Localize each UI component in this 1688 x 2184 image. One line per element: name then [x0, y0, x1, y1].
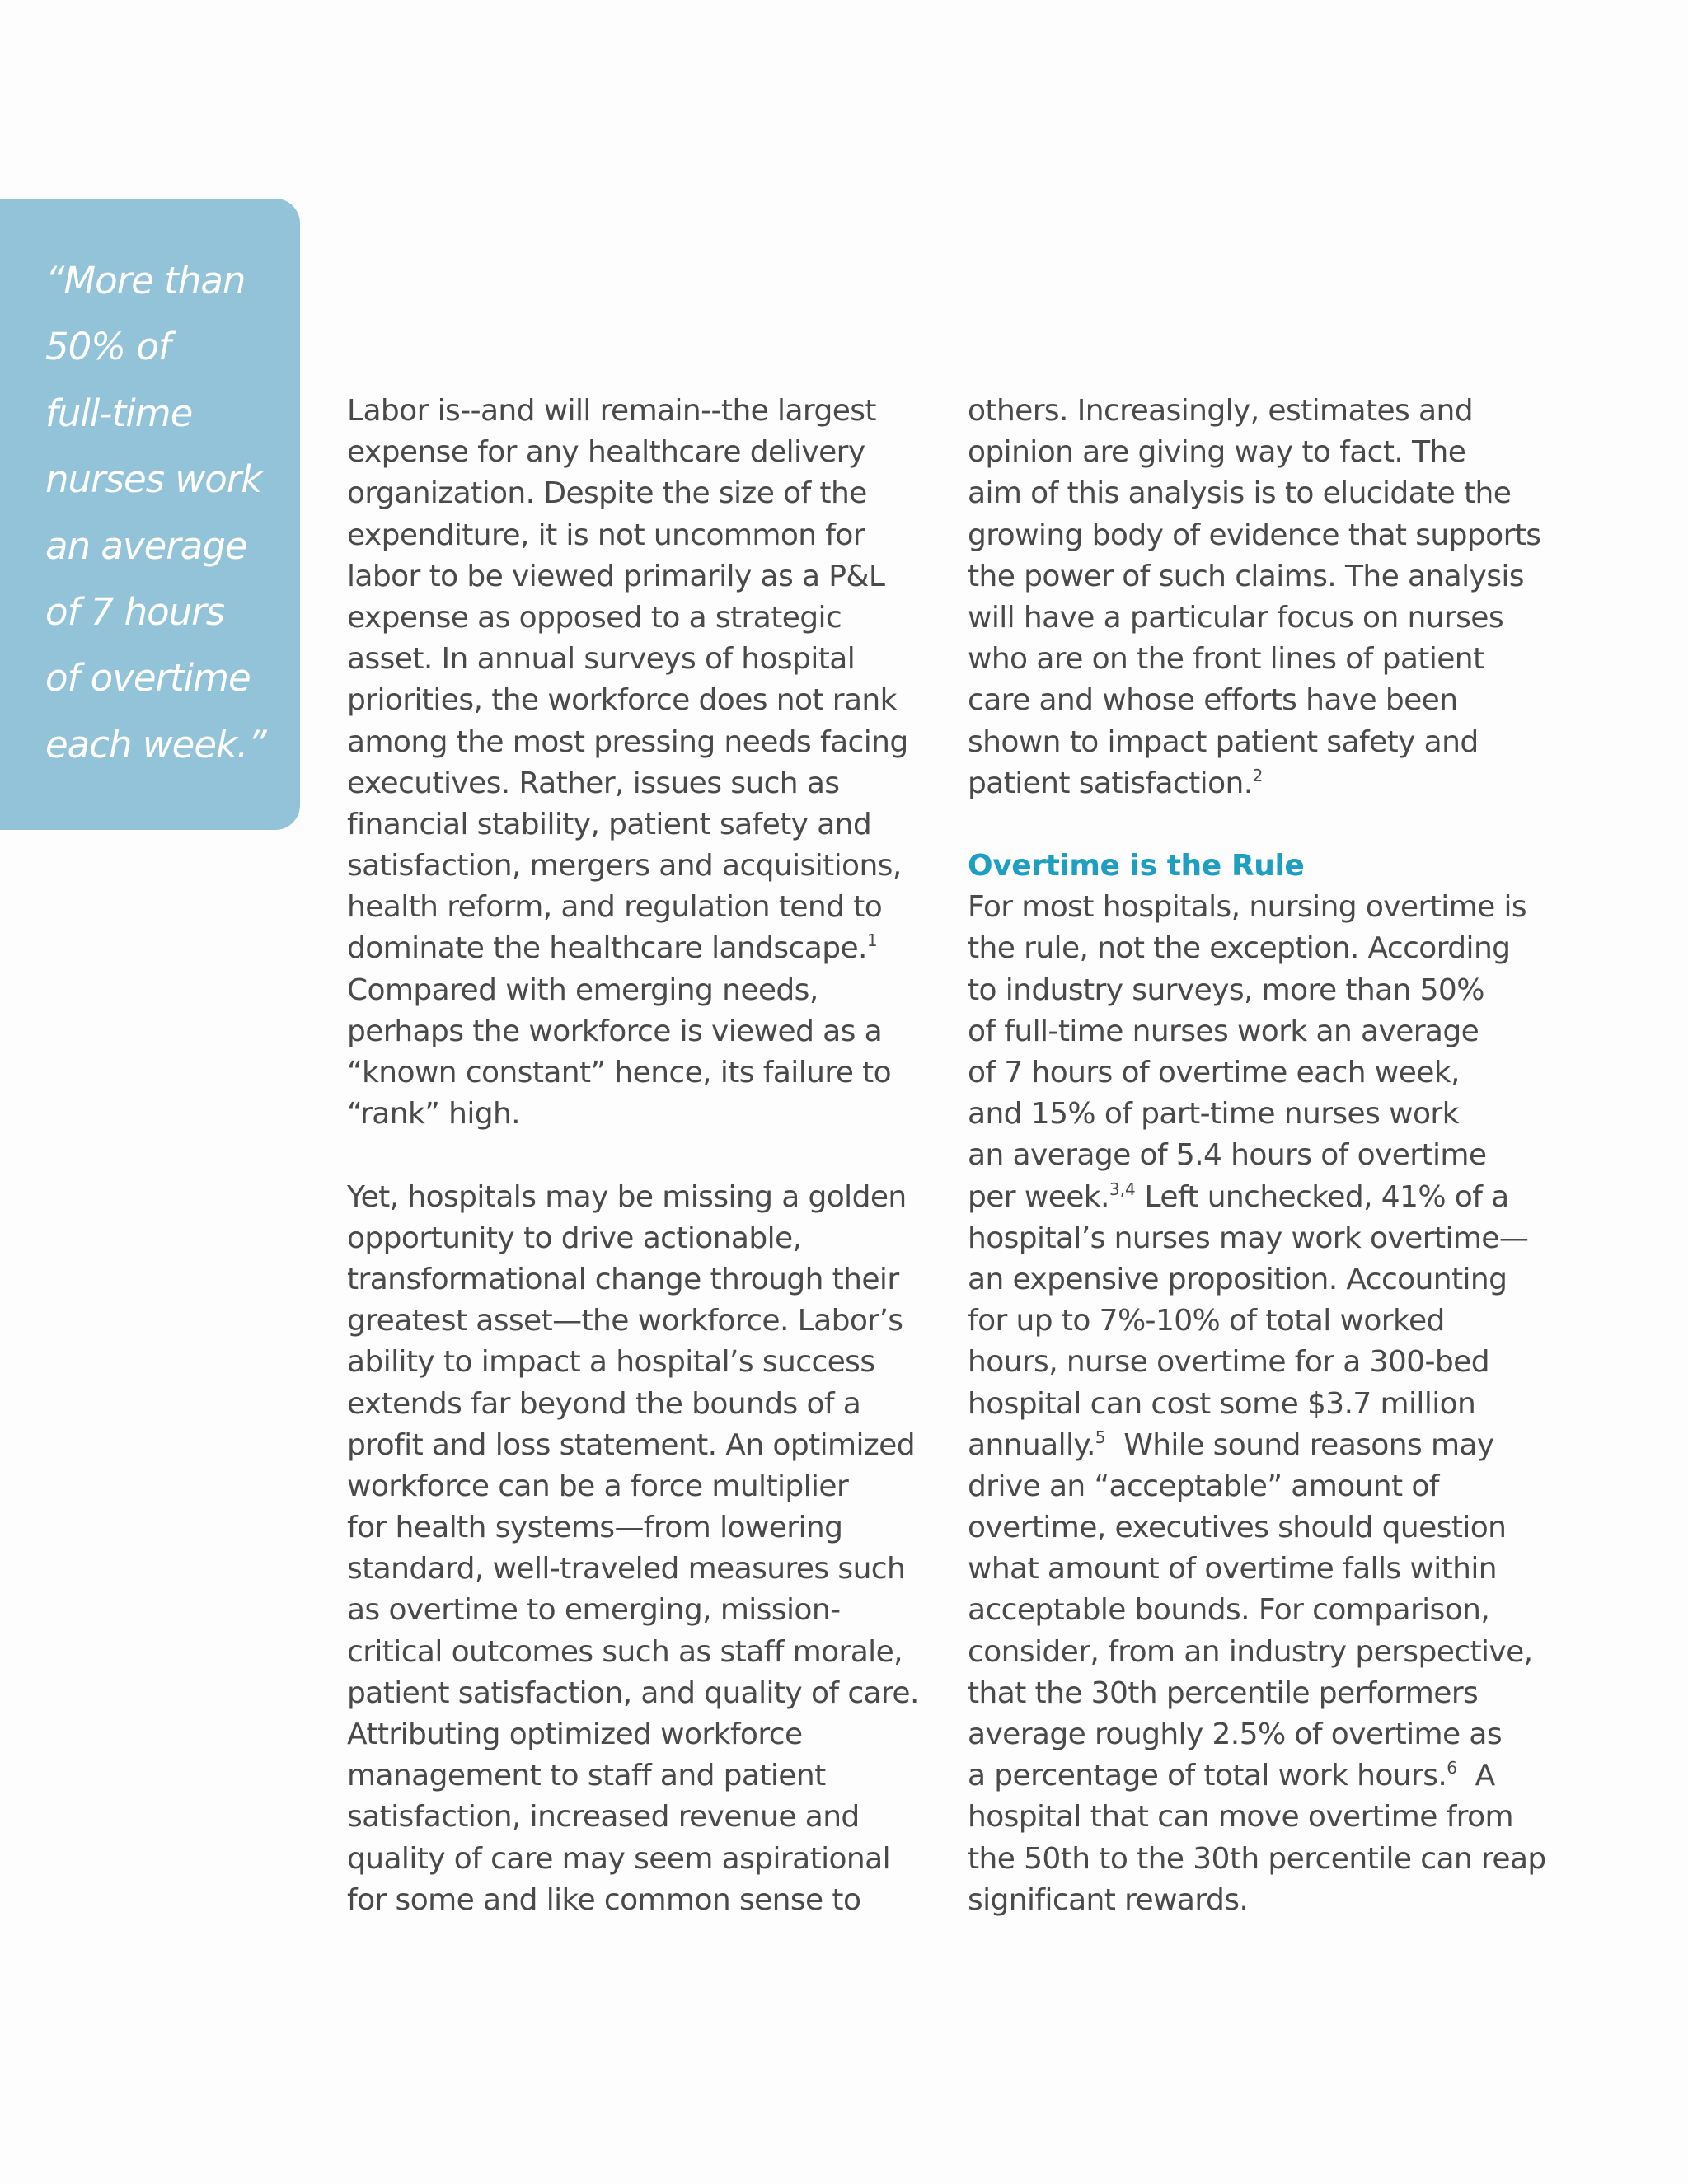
text-line: the rule, not the exception. According	[968, 931, 1511, 966]
text-line	[347, 928, 924, 969]
text-line: care and whose efforts have been	[968, 683, 1458, 718]
text-line: acceptable bounds. For comparison,	[968, 1593, 1490, 1628]
text-line: hospital’s nurses may work overtime—	[968, 1221, 1529, 1255]
text-line: Attributing optimized workforce	[347, 1718, 803, 1751]
text-line: consider, from an industry perspective,	[968, 1634, 1533, 1669]
pull-quote-line: of 7 hours	[45, 590, 225, 635]
footnote-marker: 5	[1095, 1427, 1106, 1447]
text-line: expense as opposed to a strategic	[347, 600, 842, 635]
text-line: shown to impact patient safety and	[968, 724, 1479, 759]
text-line: “rank” high.	[347, 1097, 521, 1132]
text-line: patient satisfaction, and quality of care.	[347, 1675, 919, 1710]
text-line: labor to be viewed primarily as a P&L	[347, 559, 885, 593]
text-line: what amount of overtime falls within	[968, 1552, 1497, 1586]
text-line: workforce can be a force multiplier	[347, 1469, 849, 1503]
text-line: hospital that can move overtime from	[968, 1800, 1513, 1835]
text-line: standard, well-traveled measures such	[347, 1552, 906, 1586]
text-line: satisfaction, mergers and acquisitions,	[347, 849, 902, 883]
text-line: expenditure, it is not uncommon for	[347, 518, 865, 552]
text-line: and 15% of part-time nurses work	[968, 1097, 1459, 1132]
text-line: for health systems—from lowering	[347, 1511, 843, 1545]
text-line: of 7 hours of overtime each week,	[968, 1056, 1460, 1090]
text-line: organization. Despite the size of the	[347, 476, 867, 511]
text-line: opportunity to drive actionable,	[347, 1221, 802, 1255]
pull-quote-line: an average	[45, 523, 247, 568]
text-line: financial stability, patient safety and	[347, 807, 872, 841]
footnote-marker: 6	[1447, 1758, 1457, 1779]
text-line: perhaps the workforce is viewed as a	[347, 1014, 883, 1048]
text-line: as overtime to emerging, mission-	[347, 1593, 841, 1628]
text-line: priorities, the workforce does not rank	[347, 683, 897, 718]
text-line: aim of this analysis is to elucidate the	[968, 476, 1512, 511]
text-segment: While sound reasons may	[1105, 1427, 1494, 1462]
text-line: significant rewards.	[968, 1882, 1249, 1917]
text-line: the 50th to the 30th percentile can reap	[968, 1841, 1546, 1876]
analysis-aim-paragraph	[968, 391, 1545, 804]
left-text-column	[347, 391, 924, 1921]
pull-quote-line: each week.”	[45, 722, 266, 766]
text-segment: a percentage of total work hours.	[968, 1759, 1447, 1793]
paragraph-spacer	[968, 804, 1545, 846]
text-line: satisfaction, increased revenue and	[347, 1800, 860, 1835]
text-line: executives. Rather, issues such as	[347, 766, 840, 800]
pull-quote-box	[0, 199, 300, 830]
text-line: “known constant” hence, its failure to	[347, 1056, 892, 1090]
text-line: of full-time nurses work an average	[968, 1014, 1479, 1048]
text-line: opinion are giving way to fact. The	[968, 435, 1466, 470]
text-segment: Left unchecked, 41% of a	[1135, 1179, 1509, 1214]
text-line: hours, nurse overtime for a 300-bed	[968, 1345, 1489, 1380]
text-line: critical outcomes such as staff morale,	[347, 1634, 903, 1669]
pull-quote-line: of overtime	[45, 656, 251, 701]
text-line: will have a particular focus on nurses	[968, 600, 1504, 635]
text-line: asset. In annual surveys of hospital	[347, 642, 856, 677]
text-segment: dominate the healthcare landscape.	[347, 931, 867, 966]
text-line: the power of such claims. The analysis	[968, 559, 1524, 593]
right-text-column	[968, 391, 1545, 1921]
text-line: among the most pressing needs facing	[347, 724, 908, 759]
text-line: for some and like common sense to	[347, 1882, 861, 1917]
text-line: an expensive proposition. Accounting	[968, 1262, 1507, 1296]
text-line: Compared with emerging needs,	[347, 972, 818, 1007]
text-line	[968, 1755, 1545, 1797]
footnote-marker: 2	[1252, 765, 1264, 785]
text-line: management to staff and patient	[347, 1759, 826, 1793]
text-line: for up to 7%-10% of total worked	[968, 1304, 1445, 1338]
text-segment: annually.	[968, 1427, 1095, 1462]
text-line: hospital can cost some $3.7 million	[968, 1386, 1476, 1421]
text-line: an average of 5.4 hours of overtime	[968, 1138, 1487, 1173]
text-line	[968, 763, 1545, 804]
text-segment: A	[1456, 1759, 1495, 1793]
pull-quote-text	[45, 248, 292, 778]
text-line: average roughly 2.5% of overtime as	[968, 1718, 1503, 1751]
pull-quote-line: 50% of	[45, 325, 171, 369]
text-line: quality of care may seem aspirational	[347, 1841, 890, 1876]
text-segment: patient satisfaction.	[968, 766, 1253, 800]
text-line: expense for any healthcare delivery	[347, 435, 865, 470]
text-line: overtime, executives should question	[968, 1511, 1507, 1545]
text-line: drive an “acceptable” amount of	[968, 1469, 1439, 1503]
text-line	[968, 1177, 1545, 1218]
text-line: profit and loss statement. An optimized	[347, 1427, 915, 1462]
text-line: health reform, and regulation tend to	[347, 890, 883, 925]
pull-quote-line: full-time	[45, 391, 193, 435]
overtime-paragraph	[968, 887, 1545, 1921]
text-line	[968, 1425, 1545, 1466]
paragraph-spacer	[347, 1135, 924, 1176]
section-heading: Overtime is the Rule	[968, 849, 1305, 883]
text-line: who are on the front lines of patient	[968, 642, 1484, 677]
text-line: Labor is--and will remain--the largest	[347, 394, 876, 428]
text-line: transformational change through their	[347, 1262, 899, 1296]
opportunity-paragraph	[347, 1177, 924, 1921]
text-segment: per week.	[968, 1179, 1109, 1214]
footnote-marker: 3,4	[1109, 1179, 1136, 1199]
pull-quote-line: “More than	[45, 259, 246, 302]
text-line: extends far beyond the bounds of a	[347, 1386, 861, 1421]
text-line: growing body of evidence that supports	[968, 518, 1541, 552]
text-line: to industry surveys, more than 50%	[968, 972, 1484, 1007]
footnote-marker: 1	[866, 930, 878, 951]
text-line: that the 30th percentile performers	[968, 1675, 1479, 1710]
text-line: ability to impact a hospital’s success	[347, 1345, 875, 1380]
pull-quote-line: nurses work	[45, 457, 262, 502]
intro-paragraph	[347, 391, 924, 1135]
text-line: others. Increasingly, estimates and	[968, 394, 1473, 428]
text-line: For most hospitals, nursing overtime is	[968, 890, 1527, 925]
text-line: greatest asset—the workforce. Labor’s	[347, 1304, 903, 1338]
text-line: Yet, hospitals may be missing a golden	[347, 1179, 907, 1214]
